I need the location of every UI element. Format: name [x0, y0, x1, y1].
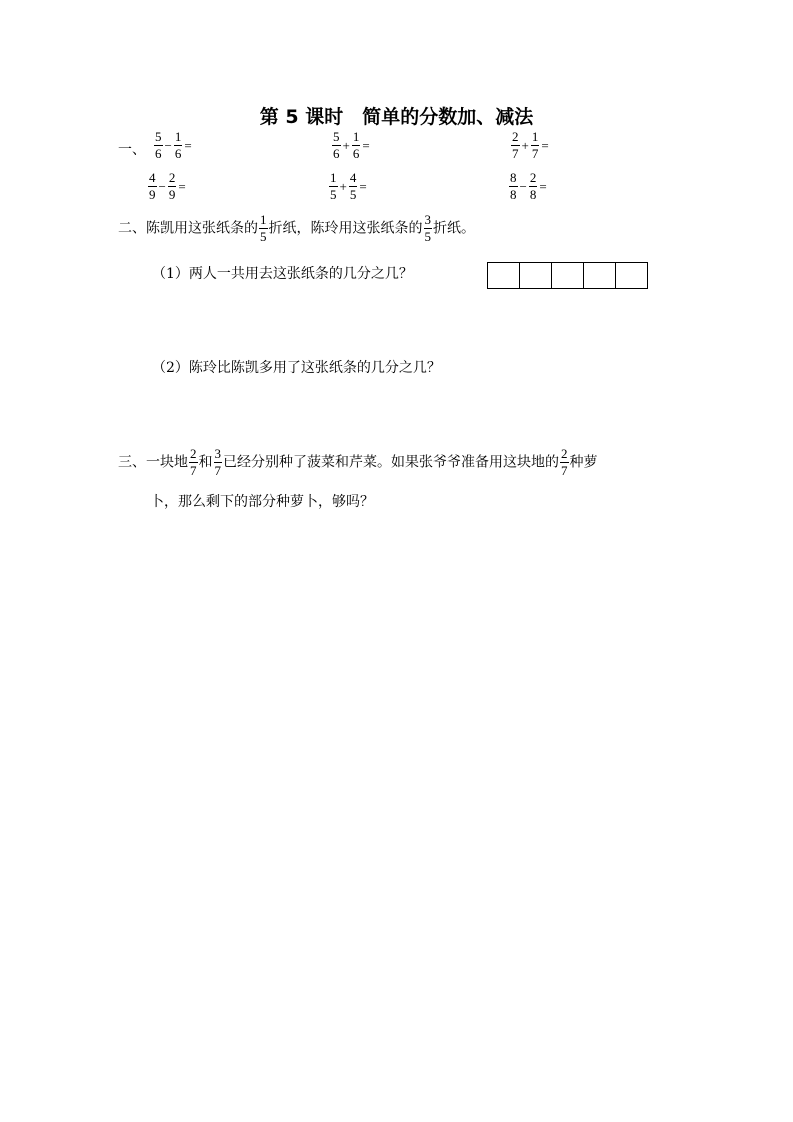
fraction: $\frac{3}{5}$	[424, 212, 431, 244]
answer-box[interactable]	[552, 263, 584, 288]
fraction: $\frac{8}{8}$	[510, 170, 517, 202]
question-1: （1）两人一共用去这张纸条的几分之几？	[152, 266, 413, 282]
fraction: $\frac{2}{7}$	[512, 129, 519, 161]
section2-label: 二、	[118, 220, 146, 237]
fraction: $\frac{5}{6}$	[333, 129, 340, 161]
section3-line2: 卜，那么剩下的部分种萝卜，够吗？	[150, 494, 374, 510]
fraction: $\frac{1}{6}$	[352, 129, 360, 161]
answer-box[interactable]	[584, 263, 616, 288]
section3-label: 三、	[118, 454, 146, 471]
fraction: $\frac{5}{6}$	[155, 129, 162, 161]
fraction: $\frac{1}{6}$	[174, 129, 182, 161]
problem-4: $\frac{4}{9}$ − $\frac{2}{9}$ =	[149, 170, 186, 202]
section3-text: 三、一块地 $\frac{2}{7}$ 和 $\frac{3}{7}$ 已经分别种了菠菜和芹菜。如果张爷爷准备用这块地的 $\frac{2}{7}$ 种萝	[118, 446, 598, 478]
fraction: $\frac{1}{5}$	[330, 170, 337, 202]
answer-box[interactable]	[616, 263, 647, 288]
answer-boxes[interactable]	[487, 262, 648, 289]
answer-box[interactable]	[488, 263, 520, 288]
fraction: $\frac{2}{9}$	[168, 170, 176, 202]
section1-label: 一、	[118, 142, 146, 158]
problem-6: $\frac{8}{8}$ − $\frac{2}{8}$ =	[510, 170, 547, 202]
fraction: $\frac{2}{7}$	[190, 446, 197, 478]
question-2: （2）陈玲比陈凯多用了这张纸条的几分之几？	[152, 360, 441, 376]
fraction: $\frac{1}{5}$	[260, 212, 267, 244]
fraction: $\frac{3}{7}$	[214, 446, 221, 478]
fraction: $\frac{4}{5}$	[349, 170, 357, 202]
fraction: $\frac{1}{7}$	[531, 129, 539, 161]
page-title: 第 5 课时 简单的分数加、减法	[259, 106, 534, 128]
problem-1: $\frac{5}{6}$ − $\frac{1}{6}$ =	[155, 129, 192, 161]
answer-box[interactable]	[520, 263, 552, 288]
fraction: $\frac{2}{7}$	[561, 446, 568, 478]
problem-2: $\frac{5}{6}$ + $\frac{1}{6}$ =	[333, 129, 370, 161]
section2-text: 二、陈凯用这张纸条的 $\frac{1}{5}$ 折纸，陈玲用这张纸条的 $\frac{3}{5}$ 折纸。	[118, 212, 475, 244]
fraction: $\frac{2}{8}$	[529, 170, 537, 202]
fraction: $\frac{4}{9}$	[149, 170, 156, 202]
problem-3: $\frac{2}{7}$ + $\frac{1}{7}$ =	[512, 129, 549, 161]
problem-5: $\frac{1}{5}$ + $\frac{4}{5}$ =	[330, 170, 367, 202]
